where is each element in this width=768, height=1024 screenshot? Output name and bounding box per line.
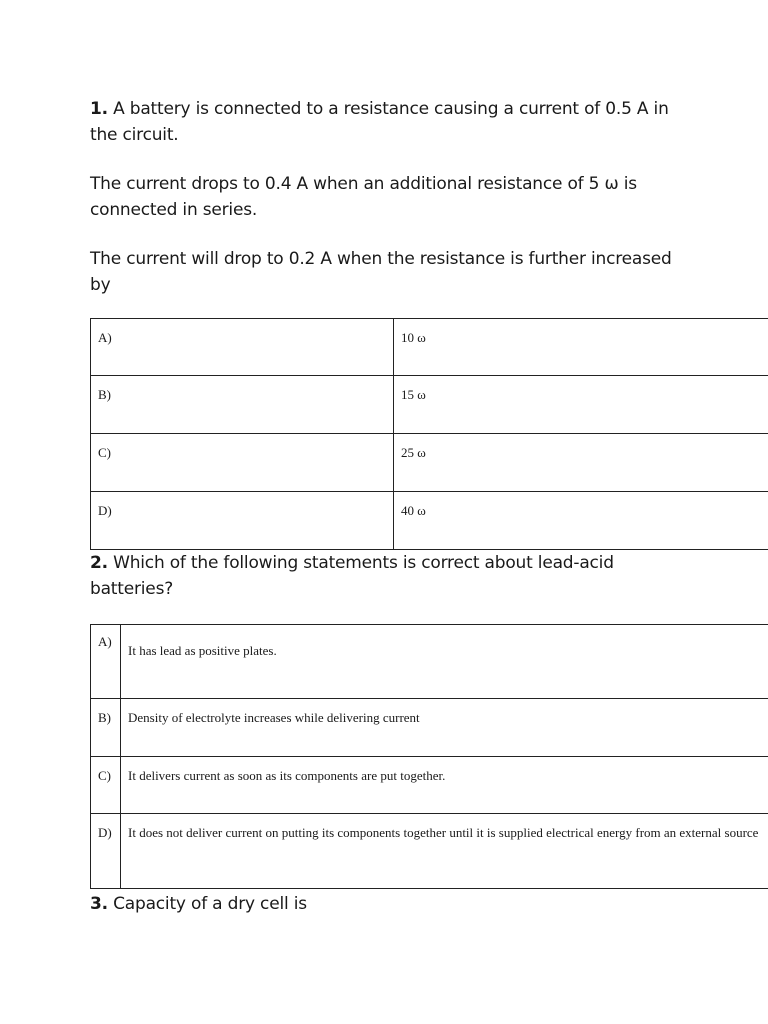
option-value: It delivers current as soon as its components are put together. bbox=[128, 768, 446, 783]
option-row bbox=[91, 699, 768, 757]
question-3-stem: Capacity of a dry cell is bbox=[107, 894, 307, 914]
question-2-options-table bbox=[90, 624, 768, 889]
option-label: A) bbox=[98, 634, 112, 649]
option-label: D) bbox=[98, 825, 112, 840]
question-1-stem: A battery is connected to a resistance causing a current of 0.5 A in the circuit. bbox=[90, 99, 669, 145]
question-3-text bbox=[90, 891, 690, 917]
option-label-cell bbox=[91, 492, 394, 550]
option-value: 40 ω bbox=[401, 503, 426, 518]
option-value: It does not deliver current on putting its components together until it is supplied electrical energy from an external source bbox=[128, 825, 759, 840]
option-row bbox=[91, 625, 768, 699]
option-label: A) bbox=[98, 330, 112, 345]
option-label-cell bbox=[91, 699, 121, 757]
option-label: B) bbox=[98, 710, 111, 725]
option-value-cell bbox=[121, 757, 768, 814]
option-value-cell bbox=[121, 625, 768, 699]
option-value-cell bbox=[121, 699, 768, 757]
question-1-number: 1. bbox=[90, 99, 108, 119]
question-1-options-table bbox=[90, 318, 768, 550]
option-label: C) bbox=[98, 445, 111, 460]
option-row bbox=[91, 434, 768, 492]
option-row bbox=[91, 319, 768, 376]
option-row bbox=[91, 814, 768, 889]
option-label: C) bbox=[98, 768, 111, 783]
option-value: Density of electrolyte increases while delivering current bbox=[128, 710, 420, 725]
option-label-cell bbox=[91, 625, 121, 699]
option-label-cell bbox=[91, 814, 121, 889]
question-1-paragraph-3: The current will drop to 0.2 A when the resistance is further increased by bbox=[90, 249, 672, 295]
option-value: 10 ω bbox=[401, 330, 426, 345]
option-row bbox=[91, 757, 768, 814]
option-value-cell bbox=[394, 492, 768, 550]
option-label: B) bbox=[98, 387, 111, 402]
option-label-cell bbox=[91, 376, 394, 434]
option-value: 25 ω bbox=[401, 445, 426, 460]
option-label-cell bbox=[91, 757, 121, 814]
option-label-cell bbox=[91, 434, 394, 492]
question-3-number: 3. bbox=[90, 894, 108, 914]
option-label-cell bbox=[91, 319, 394, 376]
question-2-text bbox=[90, 550, 690, 602]
option-value-cell bbox=[394, 319, 768, 376]
option-value: 15 ω bbox=[401, 387, 426, 402]
option-value-cell bbox=[394, 376, 768, 434]
question-1-paragraph-2: The current drops to 0.4 A when an additional resistance of 5 ω is connected in series. bbox=[90, 174, 637, 220]
question-2-number: 2. bbox=[90, 553, 108, 573]
option-row bbox=[91, 376, 768, 434]
option-value: It has lead as positive plates. bbox=[128, 643, 277, 658]
option-value-cell bbox=[121, 814, 768, 889]
option-row bbox=[91, 492, 768, 550]
option-label: D) bbox=[98, 503, 112, 518]
option-value-cell bbox=[394, 434, 768, 492]
question-1-text bbox=[90, 96, 690, 148]
question-2-stem: Which of the following statements is correct about lead-acid batteries? bbox=[90, 553, 614, 599]
